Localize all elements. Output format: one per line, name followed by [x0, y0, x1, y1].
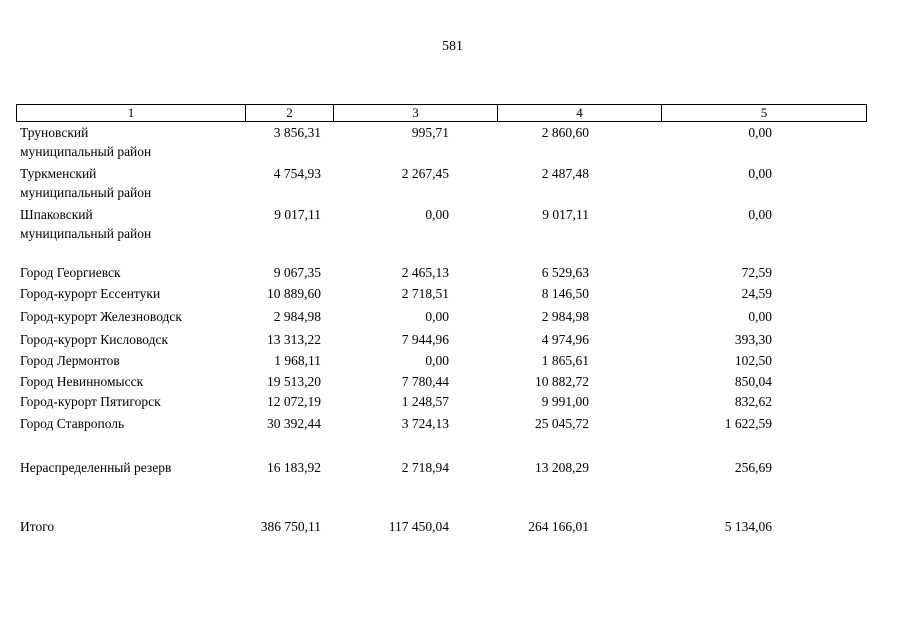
row-name: Город-курорт Железноводск	[20, 309, 182, 324]
table-row	[0, 164, 905, 184]
row-col-3: 2 465,13	[401, 265, 449, 280]
row-col-5: 393,30	[734, 332, 772, 347]
row-col-2: 2 984,98	[273, 309, 321, 324]
table-row	[0, 351, 905, 371]
table-row	[0, 205, 905, 225]
row-name: Шпаковский	[20, 207, 93, 222]
row-col-3: 0,00	[425, 353, 449, 368]
table-header	[16, 104, 867, 122]
row-col-2: 16 183,92	[267, 460, 321, 475]
row-col-4: 13 208,29	[535, 460, 589, 475]
row-col-2: 30 392,44	[267, 416, 321, 431]
table-row	[0, 414, 905, 434]
row-col-5: 1 622,59	[724, 416, 772, 431]
table-row	[0, 142, 905, 162]
row-col-4: 2 984,98	[541, 309, 589, 324]
row-col-3: 2 267,45	[401, 166, 449, 181]
row-col-3: 3 724,13	[401, 416, 449, 431]
row-name: муниципальный район	[20, 226, 152, 241]
row-col-4: 2 860,60	[541, 125, 589, 140]
row-name: Город-курорт Ессентуки	[20, 286, 161, 301]
table-row	[0, 330, 905, 350]
header-col-4: 4	[497, 105, 661, 121]
row-col-5: 72,59	[741, 265, 772, 280]
row-col-2: 4 754,93	[273, 166, 321, 181]
row-name: Туркменский	[20, 166, 97, 181]
table-row	[0, 392, 905, 412]
row-col-2: 10 889,60	[267, 286, 321, 301]
row-col-2: 9 067,35	[273, 265, 321, 280]
header-col-2: 2	[245, 105, 333, 121]
row-col-5: 0,00	[748, 125, 772, 140]
row-col-5: 0,00	[748, 309, 772, 324]
row-name: Город Лермонтов	[20, 353, 120, 368]
row-col-4: 6 529,63	[541, 265, 589, 280]
table-row	[0, 263, 905, 283]
row-name: Город Ставрополь	[20, 416, 125, 431]
row-col-2: 19 513,20	[267, 374, 321, 389]
table-row	[0, 284, 905, 304]
row-col-2: 9 017,11	[274, 207, 321, 222]
row-col-3: 7 780,44	[401, 374, 449, 389]
table-row	[0, 183, 905, 203]
row-col-4: 9 017,11	[542, 207, 589, 222]
row-col-3: 0,00	[425, 309, 449, 324]
row-col-4: 8 146,50	[541, 286, 589, 301]
row-col-5: 102,50	[734, 353, 772, 368]
row-col-2: 13 313,22	[267, 332, 321, 347]
row-col-4: 9 991,00	[541, 394, 589, 409]
row-col-5: 0,00	[748, 207, 772, 222]
row-col-4: 264 166,01	[528, 519, 589, 534]
row-col-3: 2 718,51	[401, 286, 449, 301]
row-name: Итого	[20, 519, 55, 534]
row-col-5: 256,69	[734, 460, 772, 475]
row-col-5: 0,00	[748, 166, 772, 181]
row-col-3: 0,00	[425, 207, 449, 222]
row-col-5: 24,59	[741, 286, 772, 301]
header-col-5: 5	[661, 105, 866, 121]
table-row	[0, 372, 905, 392]
row-col-3: 7 944,96	[401, 332, 449, 347]
row-name: Нераспределенный резерв	[20, 460, 172, 475]
row-col-5: 832,62	[734, 394, 772, 409]
row-col-3: 2 718,94	[401, 460, 449, 475]
row-name: Труновский	[20, 125, 89, 140]
row-col-2: 3 856,31	[273, 125, 321, 140]
row-name: Город-курорт Кисловодск	[20, 332, 169, 347]
row-col-3: 995,71	[411, 125, 449, 140]
row-col-5: 850,04	[734, 374, 772, 389]
row-col-2: 12 072,19	[267, 394, 321, 409]
total-row	[0, 517, 905, 537]
row-col-2: 1 968,11	[274, 353, 321, 368]
row-col-4: 1 865,61	[541, 353, 589, 368]
table-row	[0, 307, 905, 327]
row-name: Город-курорт Пятигорск	[20, 394, 161, 409]
row-col-3: 117 450,04	[388, 519, 449, 534]
header-col-1: 1	[127, 105, 135, 120]
row-name: Город Невинномысск	[20, 374, 144, 389]
table-row	[0, 458, 905, 478]
page-number: 581	[442, 39, 463, 54]
row-name: муниципальный район	[20, 144, 152, 159]
table-row	[0, 123, 905, 143]
row-col-3: 1 248,57	[401, 394, 449, 409]
row-col-4: 10 882,72	[535, 374, 589, 389]
row-name: Город Георгиевск	[20, 265, 121, 280]
header-col-3: 3	[333, 105, 497, 121]
row-col-4: 25 045,72	[535, 416, 589, 431]
row-name: муниципальный район	[20, 185, 152, 200]
row-col-5: 5 134,06	[724, 519, 772, 534]
row-col-2: 386 750,11	[260, 519, 321, 534]
row-col-4: 4 974,96	[541, 332, 589, 347]
table-row	[0, 224, 905, 244]
row-col-4: 2 487,48	[541, 166, 589, 181]
